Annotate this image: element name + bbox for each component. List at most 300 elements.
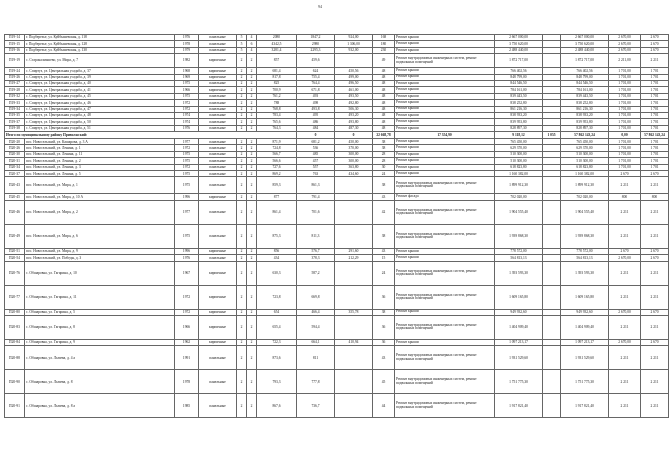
- row-entrances: 2: [247, 346, 257, 370]
- row-work-type: Ремонт внутридомовых инженерных систем, ремонт подвальных помещений: [395, 54, 495, 68]
- row-year: 1975: [175, 80, 199, 86]
- row-year: 1976: [175, 255, 199, 261]
- row-total-area: 873,6: [257, 346, 297, 370]
- row-work-type: Ремонт внутридомовых инженерных систем, ремонт подвальных помещений: [395, 261, 495, 285]
- row-number: П19-35: [5, 112, 25, 118]
- row-cost: 1 404 909,40: [495, 315, 543, 339]
- row-address: пос. Новосельский, ул. Ленина, д. 1: [25, 145, 175, 151]
- table-row: [5, 261, 669, 285]
- row-floors: 2: [237, 112, 247, 118]
- row-roof-area: [335, 346, 373, 370]
- row-work-type: Ремонт крыши: [395, 151, 495, 157]
- row-year: 1972: [175, 106, 199, 112]
- row-address: пос. Новосельский, ул. Ленина, д. 11: [25, 151, 175, 157]
- row-entrances: 2: [247, 315, 257, 339]
- row-roof-area: 461,00: [335, 87, 373, 93]
- row-unit-cost: 1 701,00: [609, 87, 641, 93]
- row-address: с. Спиртуз, ул. Центральная усадьба, д. 39: [25, 74, 175, 80]
- row-cost: 838 933,20: [495, 112, 543, 118]
- row-address: пос. Новосельский, ул. Ленина, д. 5: [25, 171, 175, 177]
- row-residents: 24: [373, 261, 395, 285]
- row-cost: 778 572,00: [495, 248, 543, 254]
- table-row: [5, 54, 669, 68]
- row-unit-cost: 2 211: [609, 394, 641, 418]
- row-max-cost: 1 701: [641, 119, 669, 125]
- row-work-type: Ремонт внутридомовых инженерных систем, ремонт подвальных помещений: [395, 224, 495, 248]
- row-floors: 2: [237, 87, 247, 93]
- row-floors: 2: [237, 261, 247, 285]
- row-year: 1972: [175, 145, 199, 151]
- row-entrances: 2: [247, 285, 257, 309]
- row-cost: 702 020,00: [495, 194, 543, 200]
- row-fund: [543, 285, 561, 309]
- row-cost: 784 161,00: [495, 87, 543, 93]
- row-unit-cost: 1 701,00: [609, 68, 641, 74]
- row-year: 1966: [175, 87, 199, 93]
- row-work-type: Ремонт крыши: [395, 339, 495, 345]
- row-address: с. Обшаровка, ул. Гагарина, д. 9: [25, 339, 175, 345]
- row-total-area: 857: [257, 54, 297, 68]
- row-entrances: 2: [247, 74, 257, 80]
- row-residents: 230: [373, 47, 395, 53]
- row-total-area: 793,3: [257, 370, 297, 394]
- row-unit-cost: 2 211: [609, 285, 641, 309]
- row-year: 1975: [175, 224, 199, 248]
- row-cost: 1 872 717,00: [495, 54, 543, 68]
- row-address: г. Подберезье, ул. Куйбышевская, д. 118: [25, 35, 175, 41]
- row-max-cost: 1 701: [641, 68, 669, 74]
- row-residents: 28: [373, 151, 395, 157]
- row-entrances: 2: [247, 394, 257, 418]
- row-total: 564 813,13: [561, 255, 609, 261]
- row-floors: 2: [237, 151, 247, 157]
- row-residents: 36: [373, 315, 395, 339]
- row-living-area: 485: [297, 151, 335, 157]
- row-number: П20-49: [5, 224, 25, 248]
- row-total-area: 4342,5: [257, 41, 297, 47]
- row-cost: 838 252,80: [495, 100, 543, 106]
- row-work-type: Ремонт крыши: [395, 87, 495, 93]
- row-living-area: 669,8: [297, 285, 335, 309]
- row-total: 848 799,00: [561, 74, 609, 80]
- row-living-area: 2295,3: [297, 47, 335, 53]
- row-wall-type: панельные: [199, 370, 237, 394]
- row-number: П19-15: [5, 41, 25, 47]
- row-work-type: Ремонт крыши: [395, 47, 495, 53]
- row-total: 1 939 868,30: [561, 224, 609, 248]
- row-wall-type: панельные: [199, 112, 237, 118]
- row-unit-cost: 1 701,00: [609, 139, 641, 145]
- row-entrances: 2: [247, 224, 257, 248]
- table-row: [5, 370, 669, 394]
- row-total: 1 917 821,40: [561, 394, 609, 418]
- row-total: 510 300,00: [561, 158, 609, 164]
- row-wall-type: панельные: [199, 47, 237, 53]
- page-number: 94: [318, 4, 322, 9]
- table-row: [5, 177, 669, 194]
- row-unit-cost: 1 701,00: [609, 106, 641, 112]
- row-living-area: 594,4: [297, 315, 335, 339]
- table-row: [5, 200, 669, 224]
- row-wall-type: панельные: [199, 145, 237, 151]
- row-work-type: Ремонт крыши: [395, 171, 495, 177]
- row-total: 1 404 909,40: [561, 315, 609, 339]
- row-number: П20-90: [5, 370, 25, 394]
- row-cost: 2 488 440,00: [495, 47, 543, 53]
- row-max-cost: 2 670: [641, 339, 669, 345]
- row-unit-cost: 1 701,00: [609, 125, 641, 131]
- row-unit-cost: 2 670,00: [609, 35, 641, 41]
- row-living-area: 811: [297, 346, 335, 370]
- row-year: 1967: [175, 261, 199, 285]
- row-wall-type: кирпичные: [199, 68, 237, 74]
- row-cost: 1 097 213,17: [495, 339, 543, 345]
- row-unit-cost: 1 701,00: [609, 158, 641, 164]
- row-entrances: 2: [247, 248, 257, 254]
- row-unit-cost: 1 701,00: [609, 100, 641, 106]
- row-total-area: 727,6: [257, 164, 297, 170]
- row-total-area: 722,3: [257, 339, 297, 345]
- row-total-area: 655,4: [257, 315, 297, 339]
- row-max-cost: 2 211: [641, 54, 669, 68]
- row-address: с. Обшаровка, ул. Лычева, д. 8: [25, 370, 175, 394]
- row-number: П19-27: [5, 80, 25, 86]
- row-year: 1969: [175, 74, 199, 80]
- row-wall-type: панельные: [199, 224, 237, 248]
- row-cost: 1 899 912,30: [495, 177, 543, 194]
- total-residents: 1 055: [543, 132, 561, 139]
- row-max-cost: 2 211: [641, 285, 669, 309]
- row-total: 844 546,50: [561, 80, 609, 86]
- row-max-cost: 1 701: [641, 80, 669, 86]
- row-roof-area: [335, 261, 373, 285]
- row-entrances: 2: [247, 261, 257, 285]
- row-number: П19-38: [5, 125, 25, 131]
- row-total-area: 765,6: [257, 119, 297, 125]
- row-residents: 48: [373, 119, 395, 125]
- row-total: 3 750 620,00: [561, 41, 609, 47]
- row-wall-type: панельные: [199, 171, 237, 177]
- row-total-area: 869,2: [257, 171, 297, 177]
- row-wall-type: кирпичные: [199, 74, 237, 80]
- row-work-type: Ремонт крыши: [395, 68, 495, 74]
- row-year: 1977: [175, 200, 199, 224]
- row-address: с. Спиртуз, ул. Центральная усадьба, д. 47: [25, 106, 175, 112]
- row-floors: 2: [237, 394, 247, 418]
- row-number: П20-83: [5, 315, 25, 339]
- row-roof-area: 932,00: [335, 47, 373, 53]
- row-max-cost: 2 670: [641, 248, 669, 254]
- row-residents: 48: [373, 125, 395, 131]
- row-floors: 2: [237, 309, 247, 315]
- row-fund: [543, 54, 561, 68]
- row-residents: 48: [373, 100, 395, 106]
- row-year: 1977: [175, 139, 199, 145]
- row-work-type: Ремонт крыши: [395, 255, 495, 261]
- row-total: 510 300,00: [561, 151, 609, 157]
- row-number: П20-76: [5, 261, 25, 285]
- row-cost: 949 932,60: [495, 309, 543, 315]
- table-row: [5, 224, 669, 248]
- row-year: 1972: [175, 309, 199, 315]
- row-living-area: 861,3: [297, 177, 335, 194]
- row-roof-area: 493,50: [335, 93, 373, 99]
- row-total: 629 370,00: [561, 145, 609, 151]
- row-cost: 1 904 555,40: [495, 200, 543, 224]
- row-year: 1972: [175, 285, 199, 309]
- row-unit-cost: 2 211: [609, 370, 641, 394]
- row-residents: 48: [373, 87, 395, 93]
- row-unit-cost: 2 670: [609, 248, 641, 254]
- row-year: 1979: [175, 47, 199, 53]
- row-entrances: 2: [247, 87, 257, 93]
- row-roof-area: [335, 370, 373, 394]
- total-cost: 57 862 143,24: [561, 132, 609, 139]
- row-total: 1 904 555,40: [561, 200, 609, 224]
- row-unit-cost: 2 670,00: [609, 309, 641, 315]
- row-year: 1966: [175, 315, 199, 339]
- row-fund: [543, 346, 561, 370]
- row-unit-cost: 2 670,00: [609, 255, 641, 261]
- row-number: П20-34: [5, 164, 25, 170]
- row-year: 1975: [175, 151, 199, 157]
- row-roof-area: [335, 200, 373, 224]
- row-floors: 2: [237, 74, 247, 80]
- row-entrances: 2: [247, 139, 257, 145]
- row-max-cost: 2 211: [641, 394, 669, 418]
- row-entrances: 2: [247, 112, 257, 118]
- row-number: П20-54: [5, 255, 25, 261]
- row-address: с. Спиртуз, ул. Центральная усадьба, д. 46: [25, 100, 175, 106]
- row-entrances: 2: [247, 309, 257, 315]
- row-total-area: 817,8: [257, 74, 297, 80]
- row-total-area: 434: [257, 255, 297, 261]
- row-total: 778 572,00: [561, 248, 609, 254]
- row-entrances: 2: [247, 106, 257, 112]
- row-number: П20-43: [5, 177, 25, 194]
- row-roof-area: 499,00: [335, 74, 373, 80]
- row-residents: 180: [373, 41, 395, 47]
- row-living-area: 664,1: [297, 339, 335, 345]
- row-residents: 38: [373, 309, 395, 315]
- row-number: П20-51: [5, 248, 25, 254]
- row-work-type: Ремонт внутридомовых инженерных систем, ремонт подвальных помещений: [395, 370, 495, 394]
- row-roof-area: 492,80: [335, 100, 373, 106]
- row-fund: [543, 261, 561, 285]
- row-address: с. Старокалмашево, ул. Мира, д. 7: [25, 54, 175, 68]
- row-address: г. Подберезье, ул. Куйбышевская, д. 130: [25, 47, 175, 53]
- row-total: 2 488 440,00: [561, 47, 609, 53]
- row-living-area: 498: [297, 100, 335, 106]
- row-roof-area: 496,50: [335, 80, 373, 86]
- row-total: 1 393 593,30: [561, 261, 609, 285]
- row-address: с. Спиртуз, ул. Центральная усадьба, д. 40: [25, 80, 175, 86]
- row-wall-type: кирпичные: [199, 309, 237, 315]
- row-roof-area: [335, 394, 373, 418]
- row-residents: 24: [373, 171, 395, 177]
- row-number: П19-37: [5, 119, 25, 125]
- district-total-row: [5, 132, 669, 139]
- row-total: 784 161,00: [561, 87, 609, 93]
- row-residents: 38: [373, 145, 395, 151]
- row-max-cost: 1 701: [641, 87, 669, 93]
- row-floors: 2: [237, 200, 247, 224]
- row-entrances: 2: [247, 200, 257, 224]
- row-total: 839 953,80: [561, 119, 609, 125]
- table-row: [5, 285, 669, 309]
- row-floors: 2: [237, 194, 247, 200]
- row-floors: 2: [237, 106, 247, 112]
- row-number: П19-19: [5, 54, 25, 68]
- row-unit-cost: 2 211,00: [609, 54, 641, 68]
- row-living-area: 671,8: [297, 87, 335, 93]
- row-floors: 2: [237, 248, 247, 254]
- row-year: 1974: [175, 119, 199, 125]
- row-floors: 2: [237, 224, 247, 248]
- row-entrances: 2: [247, 158, 257, 164]
- row-floors: 5: [237, 47, 247, 53]
- row-cost: 861 216,30: [495, 106, 543, 112]
- row-cost: 510 300,00: [495, 158, 543, 164]
- row-total-area: 630,3: [257, 261, 297, 285]
- row-work-type: Ремонт крыши: [395, 35, 495, 41]
- row-max-cost: 1 701: [641, 151, 669, 157]
- row-year: 1982: [175, 54, 199, 68]
- row-total-area: 856: [257, 248, 297, 254]
- row-floors: 2: [237, 370, 247, 394]
- row-number: П20-26: [5, 145, 25, 151]
- row-entrances: 2: [247, 145, 257, 151]
- row-work-type: Ремонт крыши: [395, 158, 495, 164]
- row-address: с. Обшаровка, ул. Гагарина, д. 10: [25, 261, 175, 285]
- row-address: с. Обшаровка, ул. Гагарина, д. 8: [25, 315, 175, 339]
- row-roof-area: 212,29: [335, 255, 373, 261]
- row-fund: [543, 394, 561, 418]
- row-address: с. Спиртуз, ул. Центральная усадьба, д. 41: [25, 87, 175, 93]
- row-residents: 48: [373, 74, 395, 80]
- row-residents: 48: [373, 93, 395, 99]
- row-address: с. Обшаровка, ул. Гагарина, д. 11: [25, 285, 175, 309]
- row-unit-cost: 2 670,00: [609, 339, 641, 345]
- row-roof-area: [335, 54, 373, 68]
- row-max-cost: 1 701: [641, 164, 669, 170]
- row-floors: 2: [237, 80, 247, 86]
- row-entrances: 2: [247, 68, 257, 74]
- row-number: П19-28: [5, 87, 25, 93]
- row-work-type: Ремонт фасада: [395, 194, 495, 200]
- row-work-type: Ремонт внутридомовых инженерных систем, ремонт подвальных помещений: [395, 285, 495, 309]
- row-total: 861 216,30: [561, 106, 609, 112]
- row-living-area: 495: [297, 112, 335, 118]
- row-entrances: 6: [247, 41, 257, 47]
- row-total-area: 724,8: [257, 145, 297, 151]
- row-wall-type: панельные: [199, 80, 237, 86]
- row-residents: 38: [373, 177, 395, 194]
- row-number: П20-88: [5, 346, 25, 370]
- row-work-type: Ремонт крыши: [395, 119, 495, 125]
- row-living-area: 378,3: [297, 255, 335, 261]
- row-living-area: 1847,2: [297, 35, 335, 41]
- row-residents: 49: [373, 54, 395, 68]
- row-floors: 2: [237, 68, 247, 74]
- row-entrances: 2: [247, 119, 257, 125]
- row-number: П19-24: [5, 68, 25, 74]
- row-cost: 1 939 868,30: [495, 224, 543, 248]
- row-wall-type: панельные: [199, 41, 237, 47]
- row-work-type: Ремонт крыши: [395, 145, 495, 151]
- row-wall-type: кирпичные: [199, 315, 237, 339]
- row-address: с. Спиртуз, ул. Центральная усадьба, д. 45: [25, 93, 175, 99]
- row-total-area: 861,4: [257, 200, 297, 224]
- row-roof-area: 924,00: [335, 35, 373, 41]
- row-address: пос. Новосельский, ул. Мира, д. 1: [25, 177, 175, 194]
- row-floors: 2: [237, 339, 247, 345]
- row-address: с. Спиртуз, ул. Центральная усадьба, д. 48: [25, 112, 175, 118]
- row-living-area: 536: [297, 145, 335, 151]
- row-total: 702 020,00: [561, 194, 609, 200]
- row-year: 1996: [175, 248, 199, 254]
- row-living-area: 681,2: [297, 139, 335, 145]
- row-max-cost: 1 701: [641, 145, 669, 151]
- row-max-cost: 1 701: [641, 139, 669, 145]
- row-total-area: 788: [257, 100, 297, 106]
- row-roof-area: [335, 315, 373, 339]
- row-wall-type: кирпичные: [199, 194, 237, 200]
- row-cost: 839 953,80: [495, 119, 543, 125]
- row-max-cost: 1 701: [641, 74, 669, 80]
- row-max-cost: 2 211: [641, 224, 669, 248]
- row-living-area: 791,4: [297, 194, 335, 200]
- row-unit-cost: 2 211: [609, 200, 641, 224]
- row-fund: [543, 370, 561, 394]
- row-number: П20-91: [5, 394, 25, 418]
- row-wall-type: панельные: [199, 119, 237, 125]
- row-total-area: 877: [257, 194, 297, 200]
- row-roof-area: 291,60: [335, 248, 373, 254]
- row-total: 1 609 165,80: [561, 285, 609, 309]
- row-total-area: 768,8: [257, 106, 297, 112]
- row-residents: 48: [373, 80, 395, 86]
- row-total-area: 783,4: [257, 112, 297, 118]
- row-work-type: Ремонт внутридомовых инженерных систем, ремонт подвальных помещений: [395, 315, 495, 339]
- row-year: 1962: [175, 339, 199, 345]
- row-total-area: 566,7: [257, 151, 297, 157]
- row-residents: 36: [373, 339, 395, 345]
- row-max-cost: 1 701: [641, 106, 669, 112]
- row-wall-type: кирпичные: [199, 87, 237, 93]
- row-wall-type: панельные: [199, 394, 237, 418]
- row-wall-type: панельные: [199, 177, 237, 194]
- row-living-area: 557: [297, 164, 335, 170]
- row-living-area: 576,7: [297, 248, 335, 254]
- row-work-type: Ремонт крыши: [395, 106, 495, 112]
- row-year: 1972: [175, 164, 199, 170]
- row-floors: 2: [237, 100, 247, 106]
- row-unit-cost: 2 211: [609, 346, 641, 370]
- row-address: пос. Новосельский, ул. Мира, д. 9: [25, 248, 175, 254]
- row-total-area: 825: [257, 80, 297, 86]
- row-total-area: 764,3: [257, 125, 297, 131]
- row-roof-area: 450,00: [335, 139, 373, 145]
- row-work-type: Ремонт крыши: [395, 164, 495, 170]
- row-wall-type: панельные: [199, 139, 237, 145]
- row-unit-cost: 2 670,00: [609, 47, 641, 53]
- row-work-type: Ремонт крыши: [395, 74, 495, 80]
- row-cost: 1 160 382,00: [495, 171, 543, 177]
- row-living-area: 624: [297, 68, 335, 74]
- row-residents: 15: [373, 255, 395, 261]
- row-residents: 38: [373, 139, 395, 145]
